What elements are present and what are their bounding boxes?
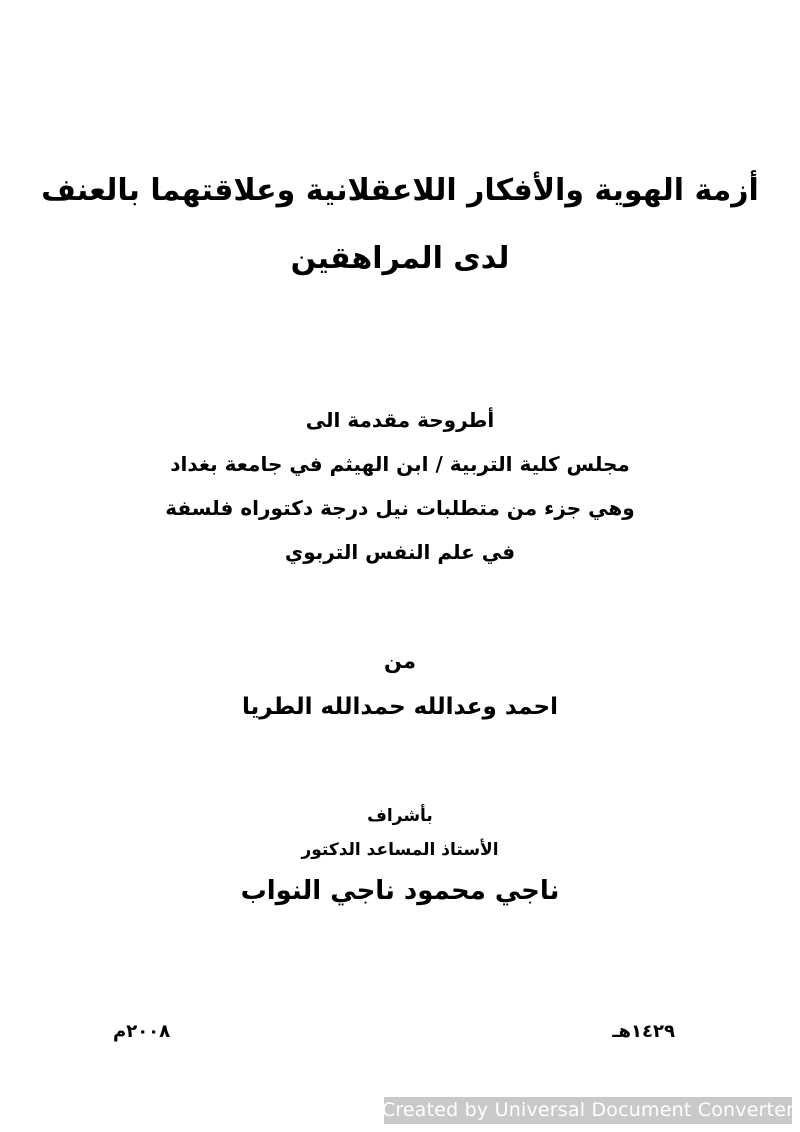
supervisor-title: الأستاذ المساعد الدكتور [301, 840, 499, 860]
gregorian-year: ٢٠٠٨م [113, 1021, 171, 1042]
footer-dates [0, 1016, 800, 1052]
supervisor-name: ناجي محمود ناجي النواب [240, 876, 560, 906]
thesis-title-line1: أزمة الهوية والأفكار اللاعقلانية وعلاقتهما بالعنف [41, 173, 759, 208]
candidate-section [0, 644, 800, 724]
thesis-title-line2: لدى المراهقين [290, 241, 510, 276]
submission-line-4: في علم النفس التربوي [284, 540, 516, 564]
watermark-bar [381, 1097, 795, 1124]
supervision-section [0, 802, 800, 910]
watermark-text: Created by Universal Document Converter [381, 1099, 795, 1121]
by-label: من [384, 649, 416, 673]
submission-line-1: أطروحة مقدمة الى [305, 408, 495, 432]
submission-line-3: وهي جزء من متطلبات نيل درجة دكتوراه فلسفة [165, 496, 635, 520]
thesis-title [0, 168, 800, 282]
hijri-year: ١٤٢٩هـ [612, 1021, 675, 1042]
submission-line-2: مجلس كلية التربية / ابن الهيثم في جامعة بغداد [170, 452, 630, 476]
candidate-name: احمد وعدالله حمدالله الطريا [242, 694, 558, 720]
supervision-label: بأشراف [367, 806, 433, 826]
submission-statement [0, 398, 800, 574]
